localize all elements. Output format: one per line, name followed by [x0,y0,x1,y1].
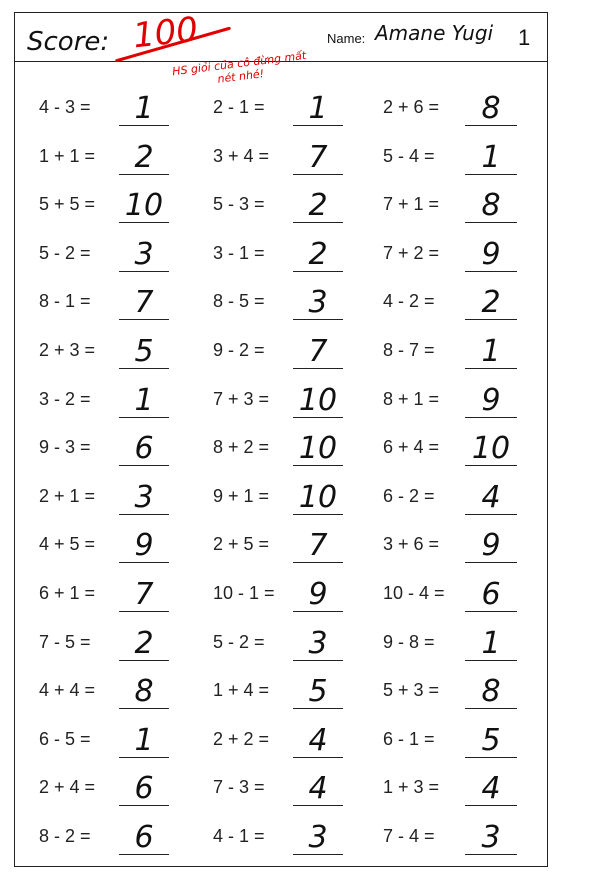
handwritten-answer: 1 [481,139,501,175]
problem-equation: 9 - 8 = [383,631,435,652]
handwritten-answer: 8 [481,188,501,224]
problem-equation: 7 - 5 = [39,631,91,652]
problem-row [15,528,547,577]
handwritten-answer: 10 [298,382,338,418]
problem-equation: 5 - 2 = [213,631,265,652]
handwritten-answer: 7 [308,139,328,175]
handwritten-answer: 2 [308,188,328,224]
problem-equation: 7 + 2 = [383,242,440,263]
handwritten-answer: 7 [308,528,328,564]
answer-blank [293,674,343,709]
problem-equation: 2 - 1 = [213,97,265,117]
problem-equation: 7 - 4 = [383,825,435,846]
problem-row [15,91,547,140]
handwritten-answer: 3 [134,236,154,272]
problem-equation: 6 - 2 = [383,485,435,506]
handwritten-answer: 10 [471,431,511,467]
answer-blank [119,188,169,223]
answer-blank [465,723,517,758]
answer-blank [293,577,343,612]
problem-equation: 7 + 3 = [213,388,270,409]
answer-blank [293,820,343,855]
answer-blank [465,383,517,418]
problem-row [15,140,547,189]
answer-blank [293,334,343,369]
handwritten-answer: 3 [308,625,328,661]
problem-row [15,577,547,626]
handwritten-answer: 1 [308,91,328,126]
problem-equation: 6 + 1 = [39,582,96,603]
answer-blank [293,91,343,126]
answer-blank [465,237,517,272]
handwritten-answer: 7 [134,576,154,612]
problem-equation: 5 + 3 = [383,680,440,701]
problem-equation: 6 - 5 = [39,728,91,749]
name-label: Name: [327,31,366,46]
score-label: Score: [27,27,110,57]
problem-grid [15,91,547,869]
handwritten-answer: 2 [308,236,328,272]
problem-equation: 3 - 2 = [39,388,91,409]
answer-blank [293,528,343,563]
problem-equation: 1 + 4 = [213,680,270,701]
handwritten-answer: 6 [134,771,154,807]
problem-equation: 8 - 5 = [213,291,265,312]
sheet-number: 1 [518,25,531,50]
problem-equation: 5 - 4 = [383,145,435,166]
problem-equation: 8 + 2 = [213,437,270,458]
handwritten-answer: 3 [308,819,328,855]
problem-equation: 3 + 6 = [383,534,440,555]
answer-blank [293,188,343,223]
problem-equation: 10 - 4 = [383,582,445,603]
problem-equation: 3 - 1 = [213,242,265,263]
handwritten-answer: 7 [308,333,328,369]
answer-blank [465,431,517,466]
answer-blank [465,334,517,369]
answer-blank [119,626,169,661]
problem-equation: 2 + 5 = [213,534,270,555]
problem-equation: 7 - 3 = [213,777,265,798]
answer-blank [465,285,517,320]
problem-equation: 10 - 1 = [213,582,275,603]
problem-equation: 9 - 2 = [213,339,265,360]
problem-equation: 8 - 2 = [39,825,91,846]
problem-equation: 8 - 1 = [39,291,91,312]
handwritten-answer: 8 [481,91,501,126]
answer-blank [119,577,169,612]
handwritten-answer: 10 [124,188,164,224]
problem-equation: 2 + 3 = [39,339,96,360]
answer-blank [119,431,169,466]
answer-blank [119,674,169,709]
problem-equation: 3 + 4 = [213,145,270,166]
answer-blank [293,431,343,466]
answer-blank [293,723,343,758]
handwritten-answer: 1 [134,382,154,418]
answer-blank [465,577,517,612]
answer-blank [465,188,517,223]
answer-blank [293,237,343,272]
handwritten-answer: 8 [134,674,154,710]
problem-row [15,626,547,675]
handwritten-answer: 6 [134,431,154,467]
answer-blank [293,480,343,515]
handwritten-answer: 9 [308,576,328,612]
handwritten-answer: 4 [308,771,328,807]
problem-row [15,674,547,723]
problem-row [15,285,547,334]
handwritten-answer: 3 [481,819,501,855]
problem-equation: 4 - 3 = [39,97,91,117]
handwritten-answer: 6 [134,819,154,855]
answer-blank [465,480,517,515]
grade-mark: 100 [131,9,200,57]
answer-blank [293,285,343,320]
problem-equation: 4 + 4 = [39,680,96,701]
handwritten-answer: 5 [134,333,154,369]
answer-blank [465,140,517,175]
answer-blank [119,237,169,272]
handwritten-answer: 10 [298,431,338,467]
answer-blank [465,674,517,709]
problem-equation: 5 + 5 = [39,194,96,215]
problem-equation: 1 + 1 = [39,145,96,166]
answer-blank [465,626,517,661]
problem-equation: 2 + 4 = [39,777,96,798]
answer-blank [119,480,169,515]
handwritten-answer: 2 [481,285,501,321]
handwritten-answer: 10 [298,479,338,515]
handwritten-answer: 2 [134,139,154,175]
handwritten-answer: 1 [481,625,501,661]
problem-equation: 4 - 1 = [213,825,265,846]
problem-row [15,431,547,480]
answer-blank [465,528,517,563]
problem-equation: 9 + 1 = [213,485,270,506]
problem-row [15,771,547,820]
answer-blank [119,334,169,369]
problem-row [15,723,547,772]
problem-row [15,334,547,383]
handwritten-answer: 4 [481,771,501,807]
handwritten-answer: 1 [134,722,154,758]
handwritten-answer: 1 [134,91,154,126]
handwritten-answer: 1 [481,333,501,369]
problem-equation: 6 + 4 = [383,437,440,458]
answer-blank [293,140,343,175]
problem-equation: 4 - 2 = [383,291,435,312]
problem-equation: 2 + 2 = [213,728,270,749]
problem-equation: 4 + 5 = [39,534,96,555]
answer-blank [293,771,343,806]
problem-equation: 5 - 2 = [39,242,91,263]
answer-blank [119,91,169,126]
answer-blank [119,723,169,758]
answer-blank [119,771,169,806]
answer-blank [465,771,517,806]
problem-equation: 9 - 3 = [39,437,91,458]
problem-equation: 7 + 1 = [383,194,440,215]
handwritten-answer: 5 [308,674,328,710]
handwritten-answer: 2 [134,625,154,661]
problem-row [15,383,547,432]
problem-equation: 6 - 1 = [383,728,435,749]
answer-blank [293,383,343,418]
answer-blank [465,820,517,855]
handwritten-answer: 4 [308,722,328,758]
handwritten-answer: 9 [481,236,501,272]
handwritten-answer: 3 [134,479,154,515]
answer-blank [119,820,169,855]
handwritten-answer: 5 [481,722,501,758]
handwritten-answer: 9 [481,528,501,564]
handwritten-answer: 4 [481,479,501,515]
handwritten-answer: 3 [308,285,328,321]
handwritten-answer: 9 [134,528,154,564]
problem-row [15,820,547,869]
handwritten-answer: 6 [481,576,501,612]
answer-blank [119,140,169,175]
answer-blank [119,383,169,418]
answer-blank [293,626,343,661]
worksheet [14,9,548,867]
teacher-note: HS giỏi của cô đừng mất nét nhé! [171,48,307,86]
problem-equation: 8 - 7 = [383,339,435,360]
student-name: Amane Yugi [375,21,494,45]
handwritten-answer: 9 [481,382,501,418]
problem-row [15,237,547,286]
problem-equation: 5 - 3 = [213,194,265,215]
handwritten-answer: 8 [481,674,501,710]
problem-equation: 1 + 3 = [383,777,440,798]
answer-blank [465,91,517,126]
handwritten-answer: 7 [134,285,154,321]
problem-row [15,480,547,529]
problem-equation: 2 + 6 = [383,97,440,117]
problem-row [15,188,547,237]
problem-equation: 8 + 1 = [383,388,440,409]
problem-equation: 2 + 1 = [39,485,96,506]
answer-blank [119,285,169,320]
answer-blank [119,528,169,563]
